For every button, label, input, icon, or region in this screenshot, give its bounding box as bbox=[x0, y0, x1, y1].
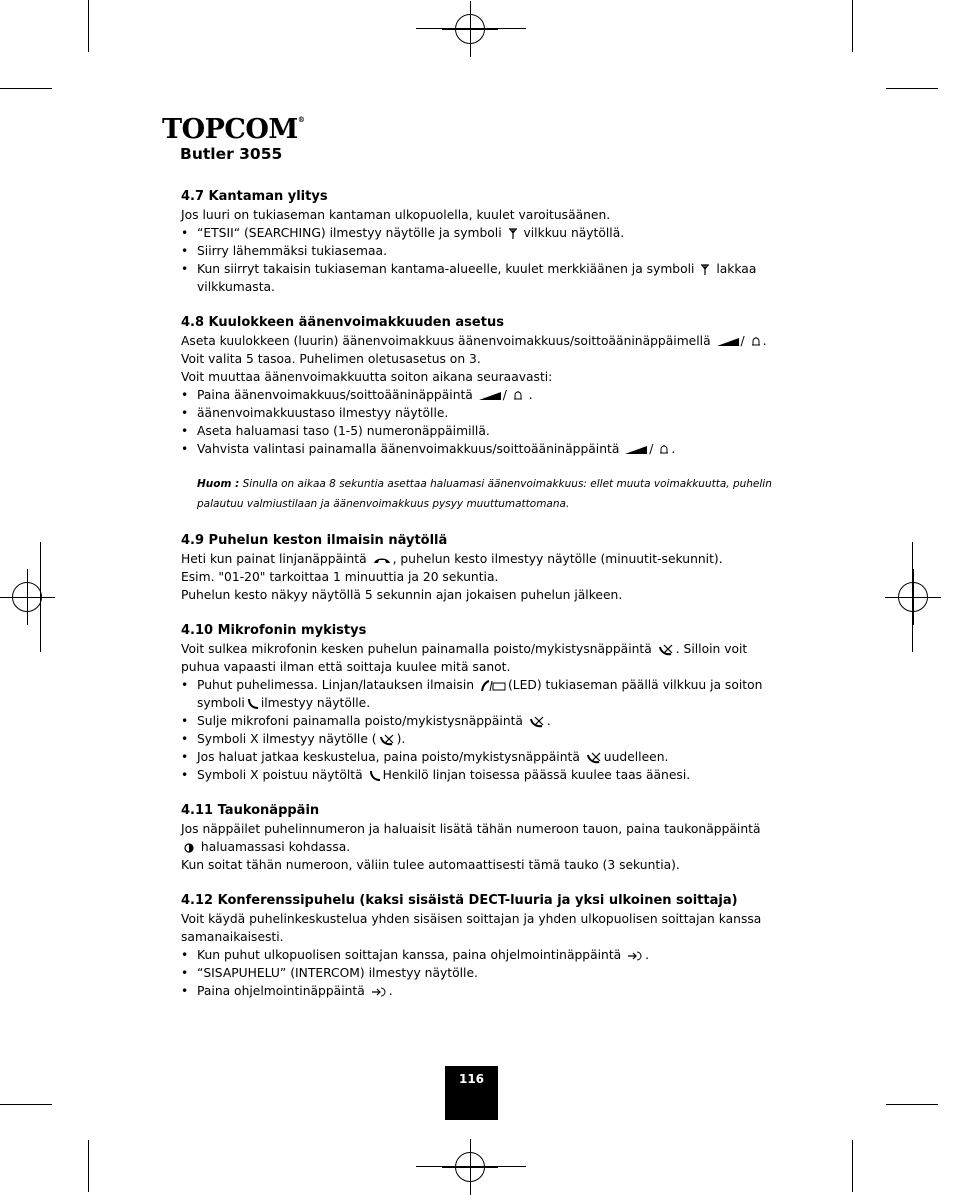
registration-mark-left bbox=[12, 582, 42, 612]
note-text: Sinulla on aikaa 8 sekuntia asettaa haluamasi äänenvoimakkuus: ellet muuta voimakkuutta, puhelin palautuu valmiustilaan ja äänenvoimakkuus pysyy muuttumattomana. bbox=[197, 478, 772, 510]
call-icon bbox=[369, 770, 381, 781]
section-4-12 bbox=[181, 892, 776, 1000]
list-item: • Aseta haluamasi taso (1-5) numeronäppäimillä. bbox=[181, 422, 776, 440]
list-item: • Kun puhut ulkopuolisen soittajan kanssa, paina ohjelmointinäppäintä . bbox=[181, 946, 776, 964]
list-item: • Paina ohjelmointinäppäintä . bbox=[181, 982, 776, 1000]
manual-content bbox=[181, 188, 776, 1018]
volume-icon bbox=[479, 392, 501, 400]
paragraph: Voit käydä puhelinkeskustelua yhden sisäisen soittajan ja yhden ulkopuolisen soittajan kanssa samanaikaisesti. bbox=[181, 912, 762, 944]
section-title: 4.12 Konferenssipuhelu (kaksi sisäistä DECT-luuria ja yksi ulkoinen soittaja) bbox=[181, 893, 738, 908]
antenna-icon bbox=[508, 228, 518, 240]
section-title: 4.10 Mikrofonin mykistys bbox=[181, 623, 367, 638]
paragraph: Jos luuri on tukiaseman kantaman ulkopuolella, kuulet varoitusäänen. bbox=[181, 208, 611, 222]
list-item: • Puhut puhelimessa. Linjan/latauksen ilmaisin (LED) tukiaseman päällä vilkkuu ja soiton symboli ilmestyy näytölle. bbox=[181, 676, 776, 712]
list-item: • Siirry lähemmäksi tukiasemaa. bbox=[181, 242, 776, 260]
list-item: • Vahvista valintasi painamalla äänenvoimakkuus/soittoääninäppäintä / . bbox=[181, 440, 776, 458]
mute-icon bbox=[658, 644, 674, 656]
paragraph: Puhelun kesto näkyy näytöllä 5 sekunnin ajan jokaisen puhelun jälkeen. bbox=[181, 588, 623, 602]
paragraph: Kun soitat tähän numeroon, väliin tulee automaattisesti tämä tauko (3 sekuntia). bbox=[181, 858, 680, 872]
bell-icon bbox=[659, 444, 669, 455]
section-4-10 bbox=[181, 622, 776, 784]
paragraph: Esim. "01-20" tarkoittaa 1 minuuttia ja 20 sekuntia. bbox=[181, 570, 499, 584]
note bbox=[197, 474, 776, 514]
section-4-9 bbox=[181, 532, 776, 604]
paragraph: Heti kun painat linjanäppäintä , puhelun kesto ilmestyy näytölle (minuutit-sekunnit). bbox=[181, 552, 723, 566]
paragraph: Jos näppäilet puhelinnumeron ja haluaisit lisätä tähän numeroon tauon, paina taukonäppäintä haluamassasi kohdassa. bbox=[181, 822, 761, 854]
list-item: • Kun siirryt takaisin tukiaseman kantama-alueelle, kuulet merkkiäänen ja symboli lakkaa vilkkumasta. bbox=[181, 260, 776, 296]
phone-handset-icon bbox=[373, 556, 391, 564]
list-item: • äänenvoimakkuustaso ilmestyy näytölle. bbox=[181, 404, 776, 422]
program-key-icon bbox=[627, 951, 643, 961]
list-item: • “ETSII“ (SEARCHING) ilmestyy näytölle ja symboli vilkkuu näytöllä. bbox=[181, 224, 776, 242]
antenna-icon bbox=[700, 264, 710, 276]
mute-icon bbox=[379, 734, 395, 746]
line-charge-led-icon bbox=[480, 680, 506, 692]
list-item: • Jos haluat jatkaa keskustelua, paina poisto/mykistysnäppäintä uudelleen. bbox=[181, 748, 776, 766]
section-title: 4.8 Kuulokkeen äänenvoimakkuuden asetus bbox=[181, 315, 504, 330]
list-item: • Sulje mikrofoni painamalla poisto/mykistysnäppäintä . bbox=[181, 712, 776, 730]
program-key-icon bbox=[371, 987, 387, 997]
registration-mark-right bbox=[898, 582, 928, 612]
mute-icon bbox=[586, 752, 602, 764]
page-number: 116 bbox=[445, 1066, 498, 1120]
brand-logo: TOPCOM® bbox=[162, 114, 305, 145]
registration-mark-bottom bbox=[455, 1152, 485, 1182]
bell-icon bbox=[751, 336, 761, 347]
note-label: Huom : bbox=[197, 478, 240, 490]
section-title: 4.7 Kantaman ylitys bbox=[181, 189, 328, 204]
paragraph: Voit sulkea mikrofonin kesken puhelun painamalla poisto/mykistysnäppäintä . Silloin voit puhua vapaasti ilman että soittaja kuulee mitä sanot. bbox=[181, 642, 748, 674]
call-icon bbox=[247, 698, 259, 709]
list-item: • Paina äänenvoimakkuus/soittoääninäppäintä / . bbox=[181, 386, 776, 404]
list-item: • “SISAPUHELU” (INTERCOM) ilmestyy näytölle. bbox=[181, 964, 776, 982]
list-item: • Symboli X ilmestyy näytölle ( ). bbox=[181, 730, 776, 748]
section-4-8 bbox=[181, 314, 776, 514]
paragraph: Voit muuttaa äänenvoimakkuutta soiton aikana seuraavasti: bbox=[181, 370, 553, 384]
paragraph: Aseta kuulokkeen (luurin) äänenvoimakkuus äänenvoimakkuus/soittoääninäppäimellä / . Voit valita 5 tasoa. Puhelimen oletusasetus on 3. bbox=[181, 334, 767, 366]
mute-icon bbox=[529, 716, 545, 728]
section-title: 4.9 Puhelun keston ilmaisin näytöllä bbox=[181, 533, 448, 548]
volume-icon bbox=[717, 338, 739, 346]
section-title: 4.11 Taukonäppäin bbox=[181, 803, 320, 818]
pause-icon bbox=[183, 843, 195, 853]
registration-mark-top bbox=[455, 14, 485, 44]
bell-icon bbox=[513, 390, 523, 401]
list-item: • Symboli X poistuu näytöltä Henkilö linjan toisessa päässä kuulee taas äänesi. bbox=[181, 766, 776, 784]
section-4-11 bbox=[181, 802, 776, 874]
volume-icon bbox=[625, 446, 647, 454]
section-4-7 bbox=[181, 188, 776, 296]
model-name: Butler 3055 bbox=[180, 145, 283, 163]
